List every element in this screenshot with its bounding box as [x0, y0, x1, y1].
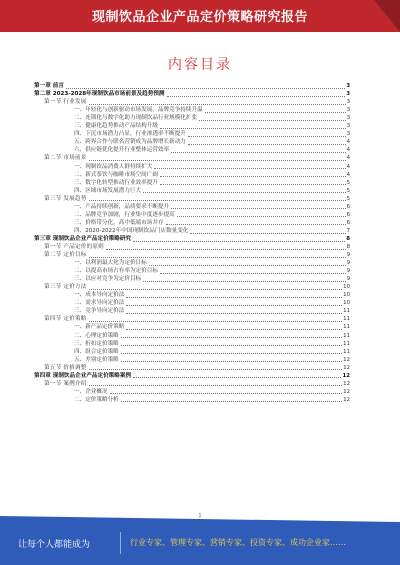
toc-chapter-entry[interactable] — [34, 372, 350, 380]
toc-entry-label: 三、折扣定价策略 — [74, 340, 119, 347]
toc-dot-leader — [121, 361, 342, 362]
toc-entry-page: 7 — [346, 227, 350, 234]
footer-divider — [120, 532, 121, 554]
toc-chapter-entry[interactable] — [34, 82, 350, 90]
toc-entry-label: 三、数字化转型推动行业效率提升 — [74, 179, 158, 186]
toc-entry-page: 3 — [346, 99, 350, 106]
report-header-bar — [0, 0, 400, 32]
toc-subsection-entry[interactable] — [34, 187, 350, 195]
toc-entry-label: 第四章 现制饮品企业产品定价策略案例 — [34, 372, 132, 379]
toc-entry-label: 三、以应对竞争为定价目标 — [74, 276, 142, 283]
toc-entry-page: 5 — [346, 179, 350, 186]
toc-dot-leader — [199, 120, 345, 121]
toc-entry-label: 一、现制饮品消费人群持续扩大 — [74, 163, 153, 170]
toc-entry-page: 6 — [346, 219, 350, 226]
toc-dot-leader — [205, 112, 346, 113]
toc-entry-label: 三、健康化趋势推动产品结构升级 — [74, 123, 158, 130]
toc-dot-leader — [149, 265, 346, 266]
toc-entry-page: 11 — [343, 348, 350, 355]
toc-dot-leader — [166, 224, 346, 225]
toc-entry-label: 第一节 行业发展 — [44, 99, 87, 106]
toc-entry-page: 3 — [346, 123, 350, 130]
toc-entry-label: 一、产品持续创新，品质要求不断提升 — [74, 203, 170, 210]
toc-dot-leader — [89, 321, 343, 322]
toc-entry-label: 第二节 定价目标 — [44, 252, 87, 259]
toc-dot-leader — [126, 313, 342, 314]
toc-entry-page: 12 — [343, 380, 350, 387]
toc-entry-label: 二、连锁化与数字化助力现制饮品行业规模化扩张 — [74, 115, 198, 122]
toc-dot-leader — [121, 353, 342, 354]
toc-entry-page: 9 — [346, 268, 350, 275]
toc-dot-leader — [190, 233, 345, 234]
toc-subsection-entry[interactable] — [34, 340, 350, 348]
toc-subsection-entry[interactable] — [34, 179, 350, 187]
toc-entry-label: 一、新产品定价策略 — [74, 324, 125, 331]
toc-entry-page: 12 — [343, 364, 350, 371]
toc-dot-leader — [177, 216, 346, 217]
toc-entry-label: 第三节 定价方法 — [44, 284, 87, 291]
footer-slogan-right: 行业专家、管理专家、营销专家、投资专家、成功企业家…… — [130, 538, 346, 547]
toc-entry-page: 12 — [342, 372, 350, 379]
toc-entry-page: 4 — [346, 139, 350, 146]
toc-entry-label: 第一节 案例介绍 — [44, 380, 87, 387]
toc-entry-page: 6 — [346, 211, 350, 218]
toc-dot-leader — [89, 200, 346, 201]
toc-subsection-entry[interactable] — [34, 106, 350, 114]
toc-heading: 内容目录 — [168, 57, 232, 73]
toc-entry-label: 四、下沉市场潜力凸显，行业渗透率不断提升 — [74, 131, 186, 138]
toc-subsection-entry[interactable] — [34, 388, 350, 396]
toc-entry-page: 11 — [343, 324, 350, 331]
toc-subsection-entry[interactable] — [34, 171, 350, 179]
toc-entry-page: 10 — [343, 292, 350, 299]
toc-entry-page: 10 — [343, 300, 350, 307]
toc-dot-leader — [160, 176, 346, 177]
toc-dot-leader — [89, 289, 343, 290]
toc-dot-leader — [126, 297, 342, 298]
toc-entry-label: 一、企业概况 — [74, 388, 108, 395]
toc-subsection-entry[interactable] — [34, 162, 350, 170]
toc-subsection-entry[interactable] — [34, 307, 350, 315]
toc-dot-leader — [89, 257, 346, 258]
toc-entry-label: 二、心理定价策略 — [74, 332, 119, 339]
toc-entry-label: 三、竞争导向定价法 — [74, 308, 125, 315]
toc-entry-page: 9 — [346, 252, 350, 259]
toc-entry-label: 一、成本导向定价法 — [74, 292, 125, 299]
toc-subsection-entry[interactable] — [34, 122, 350, 130]
toc-entry-page: 11 — [343, 316, 350, 323]
toc-entry-page: 4 — [346, 147, 350, 154]
toc-entry-label: 二、定价策略分析 — [74, 396, 119, 403]
toc-dot-leader — [121, 401, 342, 402]
footer-slogan-left: 让每个人都能成为 — [18, 540, 91, 550]
toc-subsection-entry[interactable] — [34, 356, 350, 364]
toc-entry-label: 四、2020-2022年中国现制饮品门店数量变化 — [74, 227, 189, 234]
toc-entry-label: 第五节 价格调整 — [44, 364, 87, 371]
toc-section-entry[interactable] — [34, 380, 350, 388]
toc-dot-leader — [126, 305, 342, 306]
toc-dot-leader — [160, 184, 346, 185]
toc-entry-label: 一、年轻化与创新驱动市场发展，品牌竞争持续升温 — [74, 107, 203, 114]
toc-entry-label: 三、价格带分化，高中低端市场并存 — [74, 219, 164, 226]
toc-dot-leader — [89, 104, 346, 105]
toc-entry-label: 第一节 产品定价的原则 — [44, 243, 104, 250]
toc-dot-leader — [143, 281, 345, 282]
toc-dot-leader — [121, 337, 342, 338]
toc-subsection-entry[interactable] — [34, 219, 350, 227]
toc-entry-label: 第二节 市场前景 — [44, 155, 87, 162]
toc-entry-page: 5 — [346, 187, 350, 194]
toc-entry-page: 12 — [343, 356, 350, 363]
toc-section-entry[interactable] — [34, 251, 350, 259]
toc-dot-leader — [106, 249, 346, 250]
toc-entry-label: 二、需求导向定价法 — [74, 300, 125, 307]
toc-entry-label: 五、跨界合作与联名营销成为品牌增长新动力 — [74, 139, 186, 146]
toc-subsection-entry[interactable] — [34, 275, 350, 283]
toc-subsection-entry[interactable] — [34, 348, 350, 356]
toc-dot-leader — [66, 88, 345, 89]
toc-section-entry[interactable] — [34, 315, 350, 323]
toc-dot-leader — [121, 345, 342, 346]
toc-entry-label: 四、组合定价策略 — [74, 348, 119, 355]
toc-dot-leader — [154, 168, 345, 169]
toc-dot-leader — [143, 192, 345, 193]
toc-subsection-entry[interactable] — [34, 291, 350, 299]
toc-dot-leader — [126, 329, 342, 330]
toc-entry-label: 第二章 2023-2028年现制饮品市场前景及趋势预测 — [34, 91, 165, 98]
table-of-contents — [34, 82, 350, 404]
toc-entry-label: 二、新式茶饮与咖啡市场空间广阔 — [74, 171, 158, 178]
toc-section-entry[interactable] — [34, 98, 350, 106]
toc-subsection-entry[interactable] — [34, 203, 350, 211]
toc-entry-page: 6 — [346, 203, 350, 210]
toc-dot-leader — [171, 208, 345, 209]
toc-subsection-entry[interactable] — [34, 227, 350, 235]
toc-dot-leader — [160, 273, 346, 274]
toc-dot-leader — [188, 136, 346, 137]
toc-section-entry[interactable] — [34, 154, 350, 162]
toc-entry-page: 12 — [343, 388, 350, 395]
toc-dot-leader — [167, 96, 346, 97]
toc-subsection-entry[interactable] — [34, 259, 350, 267]
toc-section-entry[interactable] — [34, 364, 350, 372]
toc-entry-page: 12 — [343, 396, 350, 403]
toc-entry-page: 3 — [346, 91, 350, 98]
toc-dot-leader — [89, 160, 346, 161]
toc-entry-page: 11 — [343, 308, 350, 315]
toc-subsection-entry[interactable] — [34, 323, 350, 331]
toc-entry-page: 8 — [346, 235, 350, 242]
toc-subsection-entry[interactable] — [34, 138, 350, 146]
toc-dot-leader — [160, 128, 346, 129]
toc-entry-label: 第三章 现制饮品企业产品定价策略研究 — [34, 235, 132, 242]
toc-entry-label: 四、区域市场发展潜力巨大 — [74, 187, 142, 194]
toc-subsection-entry[interactable] — [34, 211, 350, 219]
toc-dot-leader — [133, 377, 341, 378]
page-number: 1 — [198, 513, 202, 519]
toc-entry-page: 5 — [346, 195, 350, 202]
toc-entry-page: 4 — [346, 155, 350, 162]
toc-entry-label: 二、以提高市场占有率为定价目标 — [74, 268, 158, 275]
toc-entry-page: 3 — [346, 115, 350, 122]
toc-entry-label: 第三节 发展趋势 — [44, 195, 87, 202]
report-title: 现制饮品企业产品定价策略研究报告 — [91, 10, 308, 25]
toc-subsection-entry[interactable] — [34, 130, 350, 138]
footer-bar — [0, 522, 400, 565]
toc-chapter-entry[interactable] — [34, 90, 350, 98]
toc-dot-leader — [133, 241, 345, 242]
toc-entry-page: 9 — [346, 260, 350, 267]
toc-entry-label: 第四节 定价策略 — [44, 316, 87, 323]
toc-entry-page: 8 — [346, 243, 350, 250]
toc-dot-leader — [188, 144, 346, 145]
toc-entry-page: 9 — [346, 276, 350, 283]
toc-entry-label: 第一章 前言 — [34, 83, 64, 90]
toc-entry-page: 4 — [346, 163, 350, 170]
toc-entry-label: 二、品牌竞争加剧，行业集中度逐步提高 — [74, 211, 175, 218]
toc-entry-page: 3 — [346, 107, 350, 114]
toc-dot-leader — [89, 385, 343, 386]
toc-section-entry[interactable] — [34, 283, 350, 291]
toc-subsection-entry[interactable] — [34, 114, 350, 122]
toc-chapter-entry[interactable] — [34, 235, 350, 243]
toc-dot-leader — [89, 369, 343, 370]
toc-subsection-entry[interactable] — [34, 396, 350, 404]
toc-subsection-entry[interactable] — [34, 299, 350, 307]
header-corner-decoration — [374, 0, 400, 32]
toc-subsection-entry[interactable] — [34, 331, 350, 339]
toc-entry-label: 一、以利润最大化为定价目标 — [74, 260, 147, 267]
toc-entry-page: 3 — [346, 131, 350, 138]
toc-subsection-entry[interactable] — [34, 267, 350, 275]
toc-entry-page: 11 — [343, 332, 350, 339]
toc-section-entry[interactable] — [34, 195, 350, 203]
toc-dot-leader — [110, 393, 343, 394]
toc-entry-label: 六、供应链优化提升行业整体运营效率 — [74, 147, 170, 154]
toc-dot-leader — [171, 152, 345, 153]
toc-entry-page: 4 — [346, 171, 350, 178]
toc-section-entry[interactable] — [34, 243, 350, 251]
footer-slant-decoration — [0, 516, 400, 522]
toc-entry-page: 11 — [343, 340, 350, 347]
toc-subsection-entry[interactable] — [34, 146, 350, 154]
toc-entry-label: 五、差别定价策略 — [74, 356, 119, 363]
toc-entry-page: 10 — [343, 284, 350, 291]
toc-entry-page: 3 — [346, 83, 350, 90]
